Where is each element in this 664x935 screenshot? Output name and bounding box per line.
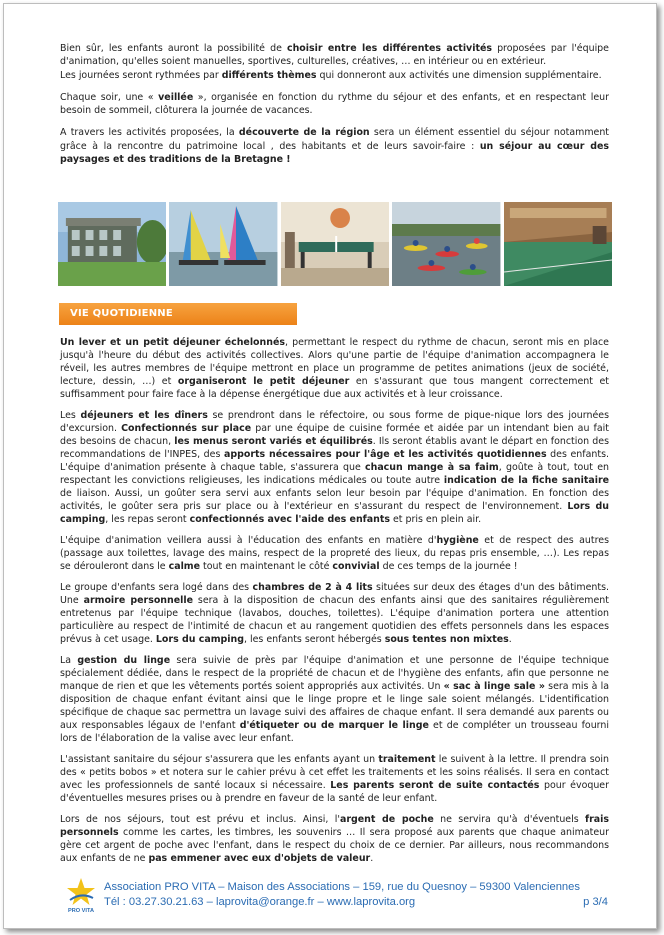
photo-kayak (392, 202, 500, 286)
page-number: p 3/4 (583, 896, 608, 908)
paragraph-hebergement: Le groupe d'enfants sera logé dans des chambres de 2 à 4 lits situées sur deux des étages d'un des bâtiments. Une armoire personnelle sera à la disposition de chacun des enfants ainsi que des sanitaires régulièrement entretenus par l'équipe technique (lavabos, douches, toilettes). L'équipe d'animation portera une attention particulière au respect de l'intimité de chacun et au rangement quotidien des effets personnels dans les espaces prévus à cet usage. Lors du camping, les enfants seront hébergés sous tentes non mixtes. (60, 582, 609, 645)
paragraph-sante: L'assistant sanitaire du séjour s'assurera que les enfants ayant un traitement le suivent à la lettre. Il prendra soin des « petits bobos » et notera sur le cahier prévu à cet effet les traitements et les soins réalisés. Il sera en contact avec les professionnels de santé locaux si nécessaire. Les parents seront de suite contactés pour évoquer d'éventuelles mesures prises ou à prendre en faveur de la santé de leur enfant. (60, 754, 609, 804)
intro-text (60, 42, 609, 175)
footer-address: Association PRO VITA – Maison des Associations – 159, rue du Quesnoy – 59300 Valenciennes (104, 881, 580, 893)
paragraph-repas: Les déjeuners et les dîners se prendront dans le réfectoire, ou sous forme de pique-nique lors des journées d'excursion. Confectionnés sur place par une équipe de cuisine formée et aidée par un intendant bien au fait des besoins de chacun, les menus seront variés et équilibrés. Ils seront établis avant le départ en fonction des recommandations de l'INPES, des apports nécessaires pour l'âge et les activités quotidiennes des enfants. L'équipe d'animation présente à chaque table, s'assurera que chacun mange à sa faim, goûte à tout, tout en respectant les convictions religieuses, les indications médicales ou toute autre indication de la fiche sanitaire de liaison. Aussi, un goûter sera servi aux enfants selon leur besoin par l'équipe d'animation. En fonction des activités, le goûter sera pris sur place ou à l'extérieur en s'assurant du respect de l'environnement. Lors du camping, les repas seront confectionnés avec l'aide des enfants et pris en plein air. (60, 410, 609, 525)
daily-life-text (60, 336, 609, 873)
photo-strip (58, 202, 612, 286)
paragraph-argent: Lors de nos séjours, tout est prévu et inclus. Ainsi, l'argent de poche ne servira qu'à d'éventuels frais personnels comme les cartes, les timbres, les souvenirs … Il sera proposé aux parents que chaque animateur gère cet argent de poche avec l'enfant, dans le respect du choix de ce dernier. Par ailleurs, nous recommandons aux enfants de ne pas emmener avec eux d'objets de valeur. (60, 814, 610, 864)
paragraph-activities: Bien sûr, les enfants auront la possibilité de choisir entre les différentes activités proposées par l'équipe d'animation, qu'elles soient manuelles, sportives, culturelles, créatives, … en intérieur ou en extérieur. Les journées seront rythmées par différents thèmes qui donneront aux activités une dimension supplémentaire. (60, 43, 609, 81)
photo-sailing (169, 202, 277, 286)
footer-contact: Tél : 03.27.30.21.63 – laprovita@orange.fr – www.laprovita.org (104, 896, 416, 908)
logo-text: PRO VITA (67, 908, 95, 914)
section-title-vie-quotidienne: VIE QUOTIDIENNE (59, 303, 297, 325)
page-footer (58, 866, 612, 916)
photo-gymnasium (504, 202, 612, 286)
photo-building (58, 202, 166, 286)
pro-vita-logo (64, 876, 98, 914)
paragraph-linge: La gestion du linge sera suivie de près par l'équipe d'animation et une personne de l'équipe technique spécialement dédiée, dans le respect de la propriété de chacun et de l'hygiène des enfants, afin que personne ne manque de rien et que les vêtements portés soient appropriés aux activités. Un « sac à linge sale » sera mis à la disposition de chaque enfant évitant ainsi que le linge propre et le linge sale soient mélangés. L'identification spécifique de chaque sac permettra un lavage suivi des affaires de chaque enfant. Il sera demandé aux parents ou aux responsables légaux de l'enfant d'étiqueter ou de marquer le linge et de compléter un trousseau fourni lors de l'élaboration de la valise avec leur enfant. (60, 655, 609, 744)
paragraph-lever: Un lever et un petit déjeuner échelonnés, permettant le respect du rythme de chacun, seront mis en place jusqu'à l'heure du début des activités collectives. Alors qu'une partie de l'équipe d'animation accompagnera le réveil, les autres membres de l'équipe mettront en place un programme de petites animations (jeux de société, lecture, dessin, …) et organiseront le petit déjeuner en s'assurant que tous mangent correctement et suffisamment pour faire face à la dépense énergétique due aux activités et à leur croissance. (60, 337, 610, 400)
paragraph-hygiene: L'équipe d'animation veillera aussi à l'éducation des enfants en matière d'hygiène et de respect des autres (passage aux toilettes, lavage des mains, respect de la propreté des lieux, du repas pris ensemble, …). Les repas se dérouleront dans le calme tout en maintenant le côté convivial de ces temps de la journée ! (60, 535, 609, 572)
paragraph-region: A travers les activités proposées, la découverte de la région sera un élément essentiel du séjour notamment grâce à la rencontre du patrimoine local , des habitants et de leurs savoir-faire : un séjour au cœur des paysages et des traditions de la Bretagne ! (60, 127, 610, 166)
photo-ping-pong (281, 202, 389, 286)
paragraph-veillee: Chaque soir, une « veillée », organisée en fonction du rythme du séjour et des enfants, et en respectant leur besoin de sommeil, clôturera la journée de vacances. (60, 91, 609, 117)
